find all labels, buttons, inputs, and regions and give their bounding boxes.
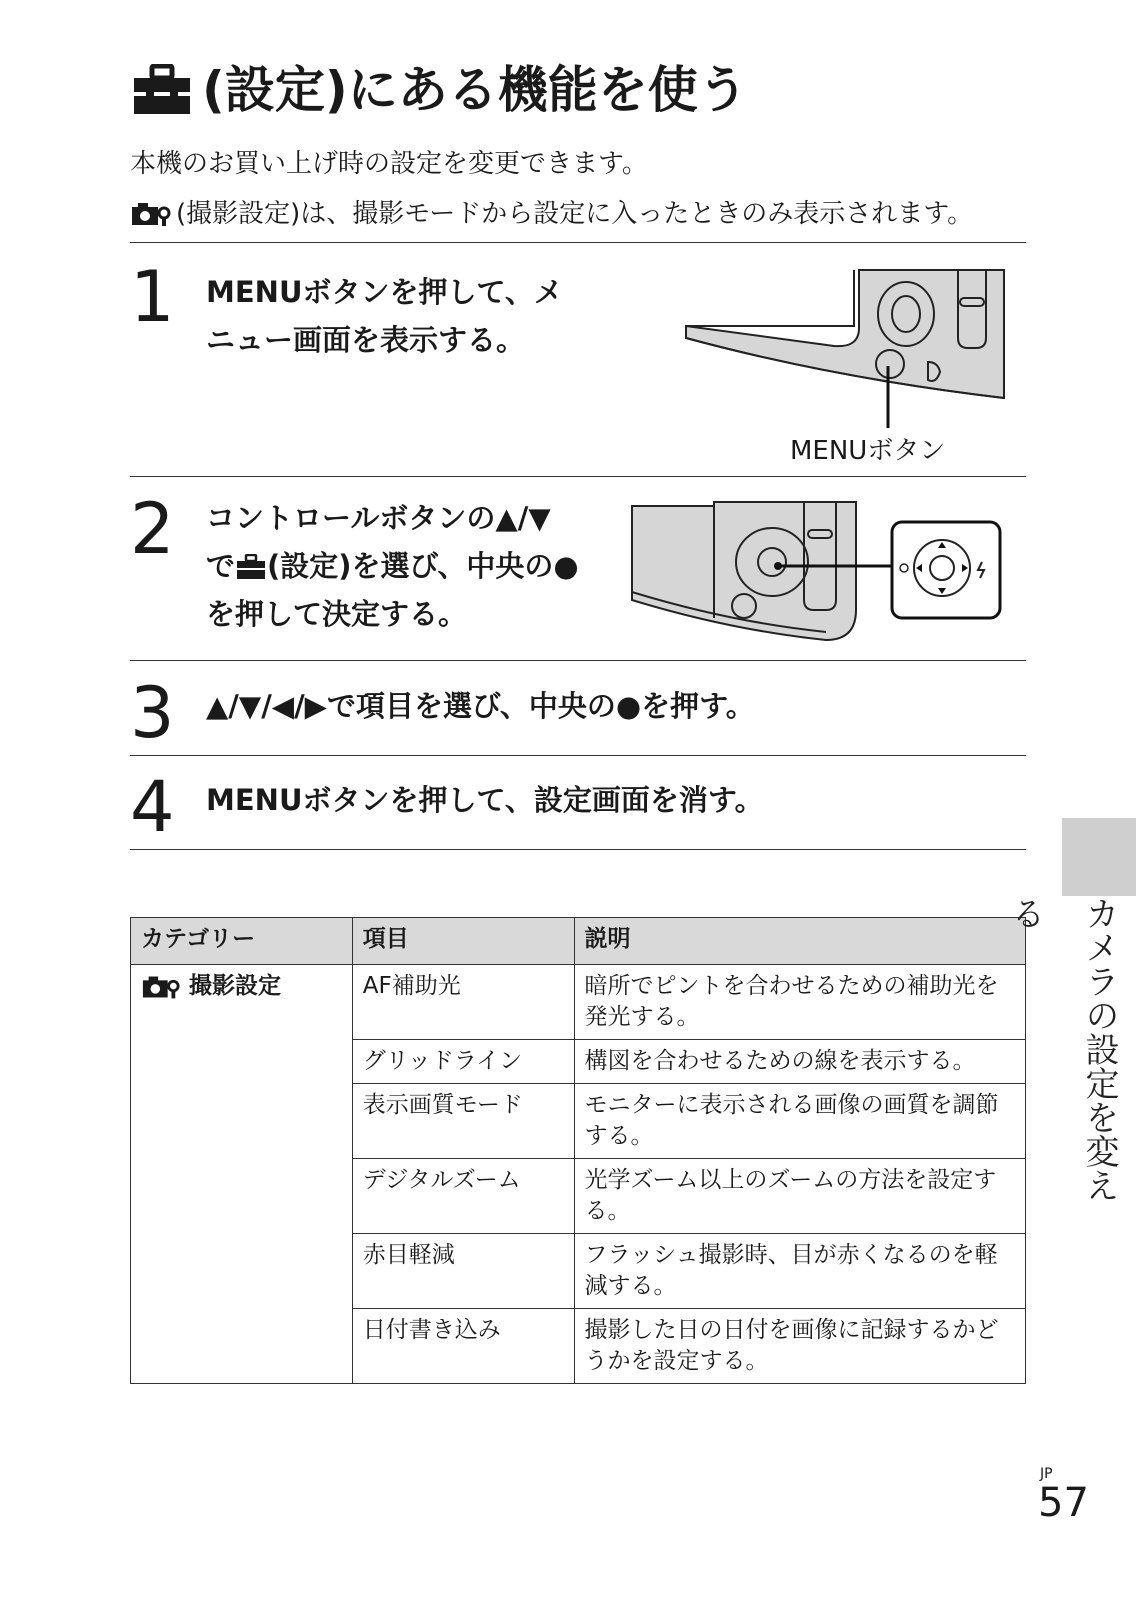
toolbox-icon <box>130 64 194 116</box>
divider <box>130 849 1026 850</box>
item-cell: 赤目軽減 <box>352 1234 574 1309</box>
page-language: JP <box>1040 1466 1053 1482</box>
divider <box>130 755 1026 756</box>
step-3-text: ▲/▼/◀/▶で項目を選び、中央の●を押す。 <box>206 689 755 723</box>
category-name: 撮影設定 <box>189 973 281 999</box>
item-cell: グリッドライン <box>352 1040 574 1084</box>
settings-table <box>130 917 1026 1384</box>
step-2-line-2 <box>206 542 579 590</box>
step-1-line-1: MENUボタンを押して、メ <box>206 275 563 309</box>
camera-back-illustration-control <box>630 500 1006 646</box>
camera-settings-icon <box>130 201 172 227</box>
intro-line-2 <box>130 196 973 232</box>
item-cell: AF補助光 <box>352 965 574 1040</box>
description-cell: 光学ズーム以上のズームの方法を設定する。 <box>574 1159 1025 1234</box>
column-header-item: 項目 <box>352 918 574 965</box>
description-cell: 構図を合わせるための線を表示する。 <box>574 1040 1025 1084</box>
item-cell: 日付書き込み <box>352 1309 574 1384</box>
step-2-line-3: を押して決定する。 <box>206 597 468 631</box>
description-cell: モニターに表示される画像の画質を調節する。 <box>574 1084 1025 1159</box>
item-cell: 表示画質モード <box>352 1084 574 1159</box>
item-cell: デジタルズーム <box>352 1159 574 1234</box>
column-header-category: カテゴリー <box>131 918 353 965</box>
intro-line-2-text: (撮影設定)は、撮影モードから設定に入ったときのみ表示されます。 <box>176 199 974 229</box>
intro-line-1: 本機のお買い上げ時の設定を変更できます。 <box>130 149 648 179</box>
step-1-number: 1 <box>130 256 175 338</box>
step-2-line-2-prefix: で <box>206 549 236 583</box>
step-4-text: MENUボタンを押して、設定画面を消す。 <box>206 783 764 817</box>
camera-back-illustration-menu <box>684 268 1006 438</box>
step-3-number: 3 <box>130 672 175 754</box>
camera-settings-icon <box>141 974 181 1000</box>
menu-button-caption: MENUボタン <box>790 436 946 466</box>
toolbox-icon <box>235 554 267 580</box>
step-2-line-1: コントロールボタンの▲/▼ <box>206 501 551 535</box>
step-2-text <box>206 494 579 638</box>
divider <box>130 476 1026 477</box>
divider <box>130 660 1026 661</box>
step-1-line-2: ニュー画面を表示する。 <box>206 323 526 357</box>
description-cell: 撮影した日の日付を画像に記録するかどうかを設定する。 <box>574 1309 1025 1384</box>
table-row <box>131 965 1026 1040</box>
page-title-text: (設定)にある機能を使う <box>202 61 748 119</box>
page-title <box>130 60 748 120</box>
step-1-text <box>206 268 563 364</box>
step-2-number: 2 <box>130 488 175 570</box>
step-2-line-2-suffix: (設定)を選び、中央の● <box>267 549 579 583</box>
column-header-description: 説明 <box>574 918 1025 965</box>
step-4-number: 4 <box>130 766 175 848</box>
chapter-tab-marker <box>1062 818 1136 896</box>
page-number: 57 <box>1038 1480 1089 1526</box>
table-header-row <box>131 918 1026 965</box>
category-cell <box>131 965 353 1384</box>
category-label <box>141 971 342 1002</box>
divider <box>130 242 1026 243</box>
description-cell: フラッシュ撮影時、目が赤くなるのを軽減する。 <box>574 1234 1025 1309</box>
chapter-tab-label: カメラの設定を変える <box>1005 896 1119 1202</box>
description-cell: 暗所でピントを合わせるための補助光を発光する。 <box>574 965 1025 1040</box>
